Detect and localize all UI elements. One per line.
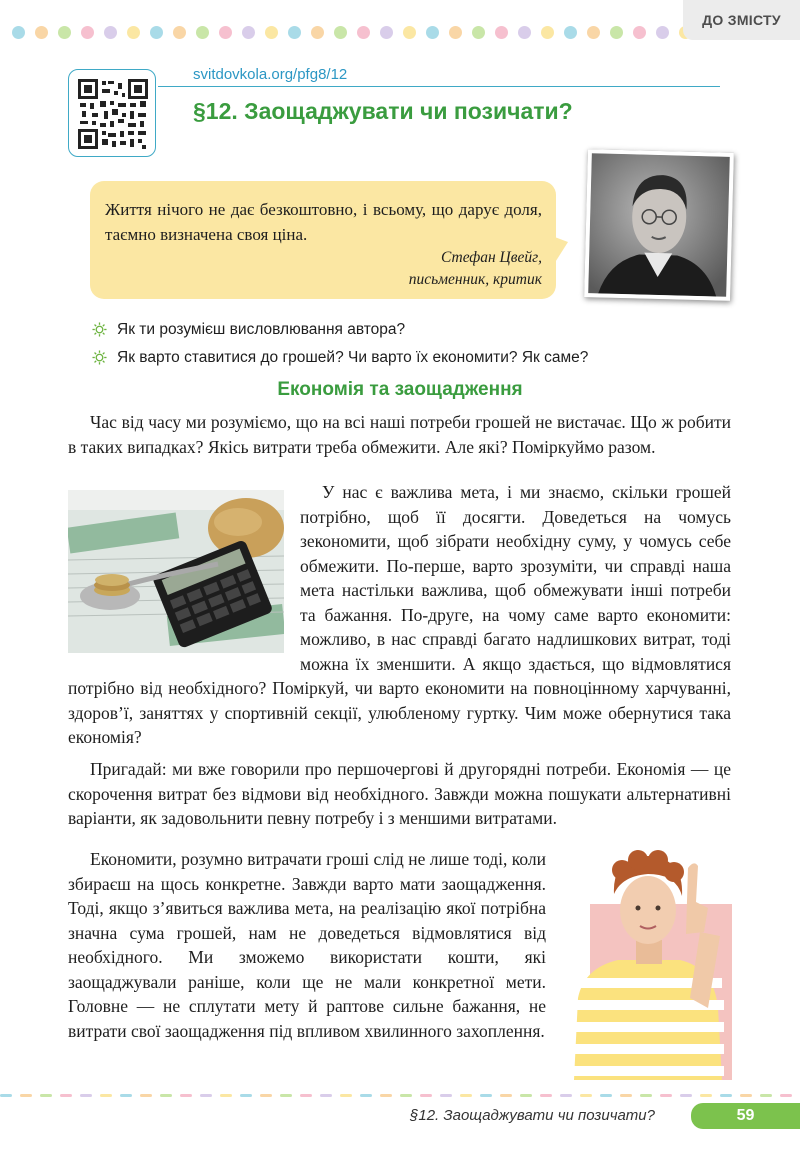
sun-icon	[92, 350, 107, 365]
decorative-dot	[150, 26, 163, 39]
question-text: Як варто ставитися до грошей? Чи варто їх економити? Як саме?	[117, 349, 589, 366]
decorative-dot	[104, 26, 117, 39]
table-of-contents-link[interactable]: ДО ЗМІСТУ	[683, 0, 800, 40]
decorative-dash	[760, 1094, 772, 1097]
decorative-dash	[340, 1094, 352, 1097]
decorative-dot	[403, 26, 416, 39]
decorative-dot	[35, 26, 48, 39]
paragraph-4: Економити, розумно витрачати гроші слід не лише тоді, коли збираєш на щось конкретне. Завжди варто мати заощадження. Тоді, якщо з’явиться важлива мета, на реалізацію якої потрібна значна сума грошей, нам не доведеться відмовлятися від необхідного. Ми зможемо використати кошти, які заощаджували раніше, коли ще не мали конкретної мети. Головне — не сплутати мету й раптове сильне бажання, не витрати свої заощадження під впливом хвилинного захоплення.	[68, 849, 546, 1041]
decorative-dash	[320, 1094, 332, 1097]
quote-author-role: письменник, критик	[408, 271, 542, 288]
quote-bubble-tail	[552, 236, 572, 266]
decorative-dash	[740, 1094, 752, 1097]
decorative-dot	[564, 26, 577, 39]
quote-text: Життя нічого не дає безкоштовно, і всьому, що дарує доля, таємно визначена своя ціна.	[105, 200, 542, 244]
page-number-badge: 59	[691, 1103, 800, 1129]
lesson-url-link[interactable]: svitdovkola.org/pfg8/12	[193, 66, 348, 83]
question-text: Як ти розумієш висловлювання автора?	[117, 321, 406, 338]
decorative-dot	[58, 26, 71, 39]
decorative-dot	[288, 26, 301, 39]
decorative-dot	[380, 26, 393, 39]
decorative-dot	[587, 26, 600, 39]
decorative-dot	[173, 26, 186, 39]
decorative-dash	[220, 1094, 232, 1097]
footer-chapter-title: §12. Заощаджувати чи позичати?	[410, 1107, 655, 1124]
decorative-dash	[60, 1094, 72, 1097]
paragraph-3: Пригадай: ми вже говорили про першочергові й другорядні потреби. Економія — це скорочення витрат без відмови від необхідного. Завжди можна пошукати альтернативні варіанти, як задовольнити певну потребу і з меншими витратами.	[68, 759, 731, 828]
decorative-dash	[700, 1094, 712, 1097]
decorative-dot	[127, 26, 140, 39]
calculator-coins-photo	[68, 490, 284, 653]
title-divider	[158, 86, 720, 87]
decorative-dash	[520, 1094, 532, 1097]
decorative-dot	[610, 26, 623, 39]
decorative-dot	[541, 26, 554, 39]
author-portrait-photo	[584, 149, 734, 301]
quote-box	[90, 181, 556, 299]
decorative-dash	[720, 1094, 732, 1097]
decorative-dot	[196, 26, 209, 39]
decorative-dash	[200, 1094, 212, 1097]
decorative-dot	[633, 26, 646, 39]
decorative-dash	[20, 1094, 32, 1097]
decorative-dash	[560, 1094, 572, 1097]
decorative-dot	[357, 26, 370, 39]
decorative-dot	[518, 26, 531, 39]
decorative-dash	[40, 1094, 52, 1097]
decorative-dash	[300, 1094, 312, 1097]
decorative-dash-strip	[0, 1094, 800, 1097]
decorative-dot	[426, 26, 439, 39]
decorative-dash	[420, 1094, 432, 1097]
decorative-dash	[180, 1094, 192, 1097]
decorative-dot	[656, 26, 669, 39]
decorative-dash	[580, 1094, 592, 1097]
decorative-dash	[0, 1094, 12, 1097]
decorative-dot	[472, 26, 485, 39]
decorative-dash	[640, 1094, 652, 1097]
paragraph-1: Час від часу ми розуміємо, що на всі наші потреби грошей не вистачає. Що ж робити в таких випадках? Якісь витрати треба обмежити. Але які? Поміркуймо разом.	[68, 412, 731, 457]
decorative-dash	[540, 1094, 552, 1097]
decorative-dash	[80, 1094, 92, 1097]
paragraph-2: У нас є важлива мета, і ми знаємо, скільки грошей потрібно, щоб її досягти. Доведеться на чомусь зекономити, щоб зібрати необхідну суму, у чомусь себе обмежити. По-перше, варто зрозуміти, чи справді наша мета настільки важлива, щоб обмежувати інші потреби та бажання. По-друге, на чому саме варто економити: можливо, в нас справді багато надлишкових витрат, тоді можна їх зменшити. А якщо здається, що відмовлятися потрібно від необхідного? Поміркуй, чи варто економити на повноцінному харчуванні, здоров’ї, заняттях у спортивній секції, улюбленому гуртку. Чим може обернутися така економія?	[68, 482, 731, 747]
decorative-dash	[500, 1094, 512, 1097]
quote-author-name: Стефан Цвейг,	[440, 249, 542, 266]
decorative-dot-strip	[12, 26, 692, 40]
discussion-questions	[92, 319, 588, 375]
decorative-dash	[400, 1094, 412, 1097]
decorative-dot	[265, 26, 278, 39]
decorative-dash	[380, 1094, 392, 1097]
decorative-dot	[334, 26, 347, 39]
decorative-dot	[311, 26, 324, 39]
decorative-dash	[120, 1094, 132, 1097]
decorative-dash	[160, 1094, 172, 1097]
boy-pointing-up-photo	[568, 848, 732, 1080]
list-item	[92, 347, 588, 375]
decorative-dash	[620, 1094, 632, 1097]
decorative-dash	[660, 1094, 672, 1097]
sun-icon	[92, 322, 107, 337]
decorative-dot	[449, 26, 462, 39]
list-item	[92, 319, 588, 347]
decorative-dash	[360, 1094, 372, 1097]
page-title: §12. Заощаджувати чи позичати?	[193, 98, 573, 124]
decorative-dash	[600, 1094, 612, 1097]
decorative-dot	[495, 26, 508, 39]
decorative-dash	[780, 1094, 792, 1097]
decorative-dash	[460, 1094, 472, 1097]
decorative-dash	[100, 1094, 112, 1097]
decorative-dash	[260, 1094, 272, 1097]
decorative-dot	[12, 26, 25, 39]
decorative-dot	[219, 26, 232, 39]
decorative-dash	[280, 1094, 292, 1097]
section-heading: Економія та заощадження	[277, 379, 523, 400]
decorative-dash	[680, 1094, 692, 1097]
decorative-dash	[480, 1094, 492, 1097]
paragraph-2-block	[68, 480, 731, 750]
decorative-dash	[140, 1094, 152, 1097]
qr-code[interactable]	[68, 69, 156, 157]
decorative-dot	[81, 26, 94, 39]
decorative-dash	[440, 1094, 452, 1097]
decorative-dot	[242, 26, 255, 39]
qr-code-icon	[78, 79, 148, 149]
decorative-dash	[240, 1094, 252, 1097]
